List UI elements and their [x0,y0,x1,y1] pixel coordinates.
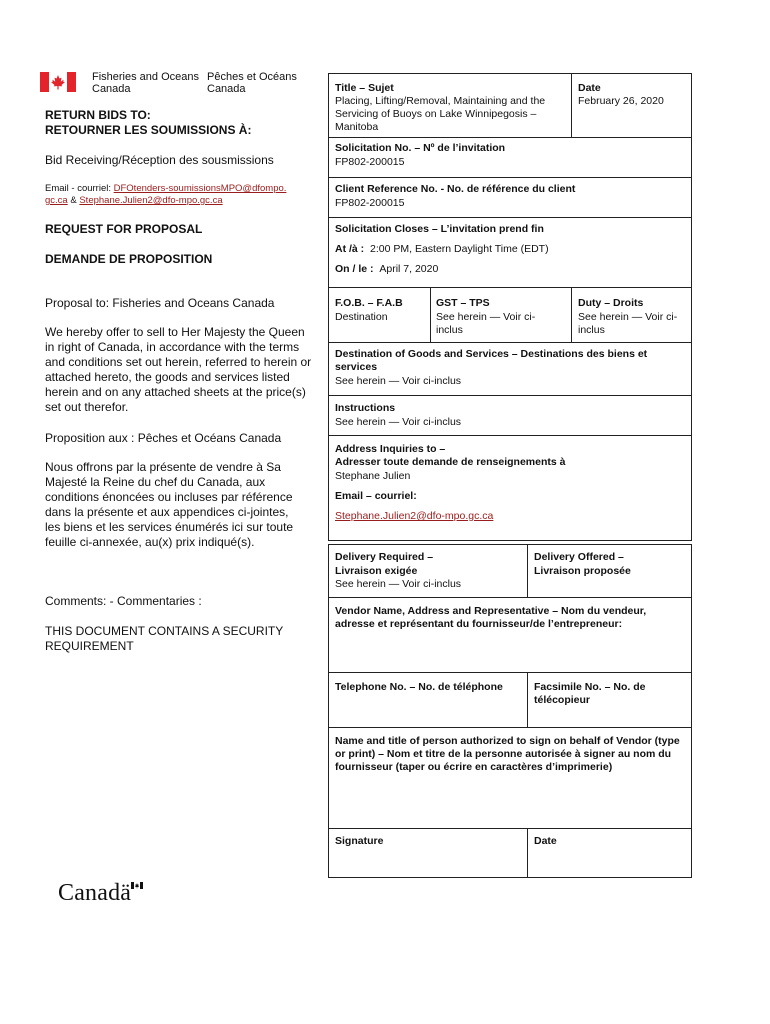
proposition-aux: Proposition aux : Pêches et Océans Canada [45,431,282,445]
date-value: February 26, 2020 [578,95,664,107]
signature-date-label: Date [534,835,557,847]
at-label: At /à : [335,243,365,255]
tenders-email-link[interactable]: DFOtenders-soumissionsMPO@dfompo. [113,183,287,194]
return-bids-fr: RETOURNER LES SOUMISSIONS À: [45,123,252,137]
comments-label: Comments: - Commentaries : [45,594,202,608]
on-value: April 7, 2020 [379,263,439,275]
duty-value: See herein — Voir ci-inclus [578,311,678,336]
canada-flag-icon [40,72,76,92]
client-ref-value: FP802-200015 [335,197,405,209]
closes-at [335,243,549,256]
contact-email-link[interactable]: Stephane.Julien2@dfo-mpo.gc.ca [335,510,494,522]
solicitation-no-label: Solicitation No. – Nº de l’invitation [335,142,506,154]
divider-10 [328,727,692,728]
delivery-offered-label-1: Delivery Offered – [534,551,624,563]
solicitation-no-value: FP802-200015 [335,156,405,168]
address-label-2: Adresser toute demande de renseignements à [335,456,566,468]
dept-en-line1: Fisheries and Oceans [92,71,199,83]
signature-label: Signature [335,835,384,847]
offer-text-en: We hereby offer to sell to Her Majesty the Queen in right of Canada, in accordance with the terms and conditions set out herein, referred to herein or attached hereto, the goods and services listed herein and on any attached sheets at the price(s) set out therefor. [45,325,312,414]
fob-value: Destination [335,311,388,323]
wordmark-flag-icon [131,882,143,889]
tenders-email-link-end[interactable]: gc.ca [45,195,68,206]
date-label: Date [578,82,601,94]
delivery-required-label-2: Livraison exigée [335,565,418,577]
proposal-to: Proposal to: Fisheries and Oceans Canada [45,296,275,310]
bid-email-block [45,183,320,207]
at-value: 2:00 PM, Eastern Daylight Time (EDT) [370,243,549,255]
julien-email-link[interactable]: Stephane.Julien2@dfo-mpo.gc.ca [79,195,223,206]
vendor-label: Vendor Name, Address and Representative – Nom du vendeur, adresse et représentant du fournisseur/de l’entrepreneur: [335,605,647,630]
facsimile-label: Facsimile No. – No. de télécopieur [534,681,646,706]
divider-7 [328,435,692,436]
address-name: Stephane Julien [335,470,411,482]
tel-fax-divider [527,672,528,727]
gst-label: GST – TPS [436,297,490,309]
instructions-label: Instructions [335,402,396,414]
divider-11 [328,828,692,829]
rfp-en: REQUEST FOR PROPOSAL [45,222,203,236]
title-date-divider [571,73,572,137]
bid-receiving: Bid Receiving/Réception des sousmissions [45,153,274,167]
instructions-value: See herein — Voir ci-inclus [335,416,462,428]
divider-3 [328,217,692,218]
divider-2 [328,177,692,178]
return-bids-en: RETURN BIDS TO: [45,108,151,122]
gst-value: See herein — Voir ci-inclus [436,311,536,336]
signature-date-divider [527,828,528,878]
divider-1 [328,137,692,138]
client-ref-label: Client Reference No. - No. de référence du client [335,183,576,195]
fob-label: F.O.B. – F.A.B [335,297,403,309]
divider-4 [328,287,692,288]
security-line1: THIS DOCUMENT CONTAINS A SECURITY [45,624,284,638]
delivery-required-value: See herein — Voir ci-inclus [335,578,462,590]
email-amp: & [67,195,80,206]
rfp-fr: DEMANDE DE PROPOSITION [45,252,213,266]
closes-on [335,263,438,276]
divider-5 [328,342,692,343]
telephone-label: Telephone No. – No. de téléphone [335,681,503,693]
divider-6 [328,395,692,396]
divider-9 [328,672,692,673]
dept-fr-line2: Canada [207,83,246,95]
destination-label: Destination of Goods and Services – Destinations des biens et services [335,348,648,373]
title-value: Placing, Lifting/Removal, Maintaining and the Servicing of Buoys on Lake Winnipegosis – Manitoba [335,95,546,133]
delivery-offered-label-2: Livraison proposée [534,565,631,577]
department-name-en [92,71,199,95]
dept-en-line2: Canada [92,83,131,95]
fob-gst-divider [430,287,431,342]
dept-fr-line1: Pêches et Océans [207,71,297,83]
gst-duty-divider [571,287,572,342]
closes-label: Solicitation Closes – L’invitation prend fin [335,223,544,235]
contact-email-label: Email – courriel: [335,490,417,502]
department-name-fr [207,71,297,95]
delivery-required-label-1: Delivery Required – [335,551,434,563]
divider-8 [328,597,692,598]
on-label: On / le : [335,263,374,275]
title-label: Title – Sujet [335,82,394,94]
delivery-divider [527,544,528,597]
canada-wordmark: Canadä [58,880,132,906]
duty-label: Duty – Droits [578,297,644,309]
email-prefix: Email - courriel: [45,183,114,194]
authorized-person-label: Name and title of person authorized to sign on behalf of Vendor (type or print) – Nom et titre de la personne autorisée à signer au nom du fournisseur (taper ou écrire en caractères d’imprimerie) [335,735,680,773]
security-line2: REQUIREMENT [45,639,134,653]
destination-value: See herein — Voir ci-inclus [335,375,462,387]
address-label-1: Address Inquiries to – [335,443,446,455]
offer-text-fr: Nous offrons par la présente de vendre à Sa Majesté la Reine du chef du Canada, aux conditions énoncées ou incluses par référence dans la présente et aux appendices ci-jointes, les biens et les services énumérés ici sur toute feuille ci-annexée, au(x) prix indiqué(s). [45,460,294,549]
